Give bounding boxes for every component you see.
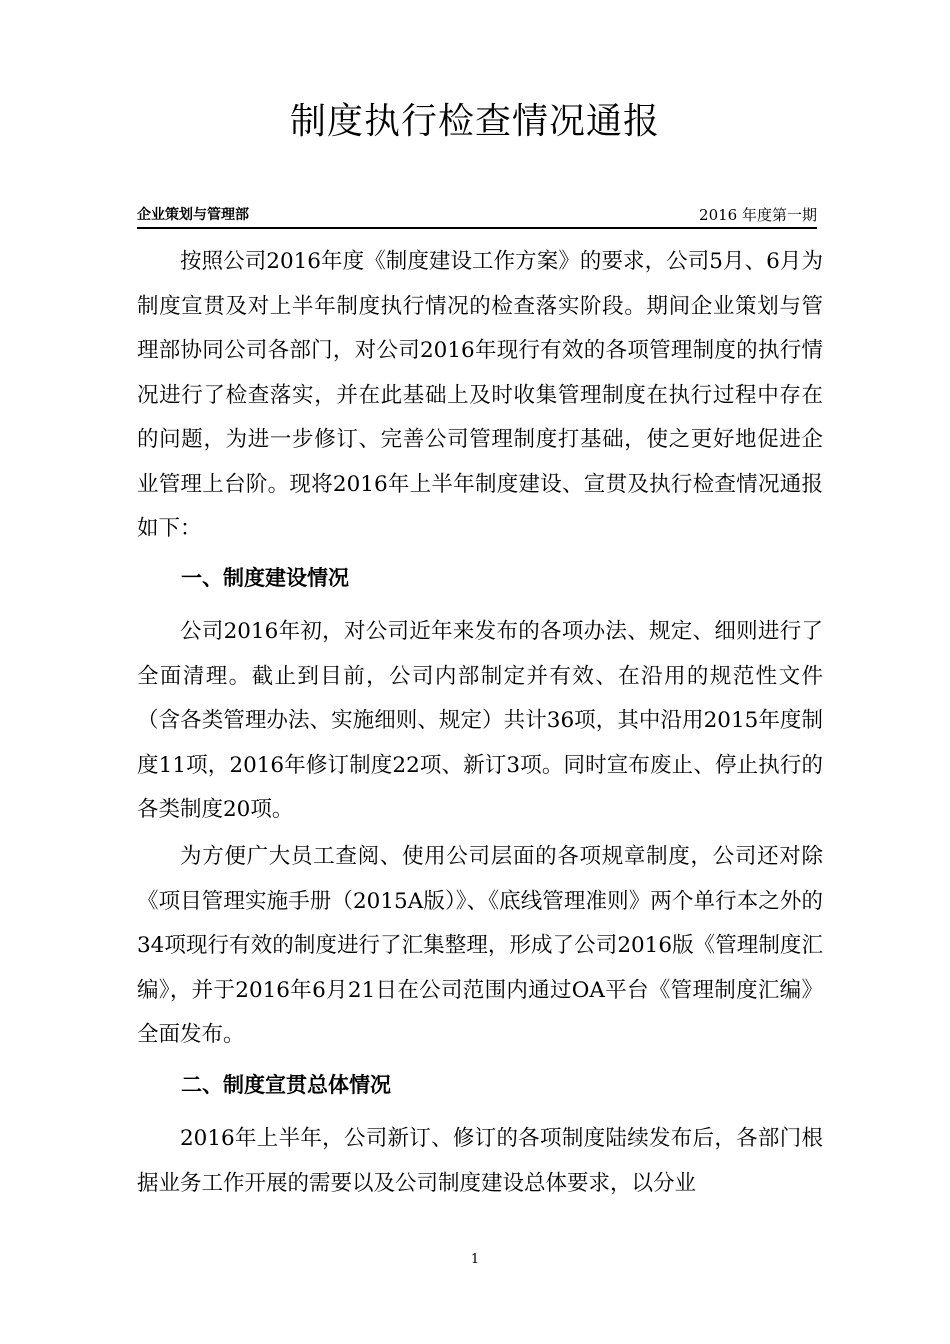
- document-meta-row: [137, 205, 817, 227]
- section-heading-2: 二、制度宣贯总体情况: [181, 1073, 391, 1097]
- issuing-department: 企业策划与管理部: [137, 207, 249, 223]
- paragraph-intro: 按照公司2016年度《制度建设工作方案》的要求，公司5月、6月为制度宣贯及对上半年制度执行情况的检查落实阶段。期间企业策划与管理部协同公司各部门，对公司2016年现行有效的各项管理制度的执行情况进行了检查落实，并在此基础上及时收集管理制度在执行过程中存在的问题，为进一步修订、完善公司管理制度打基础，使之更好地促进企业管理上台阶。现将2016年上半年制度建设、宣贯及执行检查情况通报如下：: [137, 249, 823, 541]
- paragraph-construction: 公司2016年初，对公司近年来发布的各项办法、规定、细则进行了全面清理。截止到目前，公司内部制定并有效、在沿用的规范性文件（含各类管理办法、实施细则、规定）共计36项，其中沿用2015年度制度11项，2016年修订制度22项、新订3项。同时宣布废止、停止执行的各类制度20项。: [137, 619, 823, 822]
- header-divider: [137, 227, 817, 229]
- page-number: 1: [470, 1252, 480, 1267]
- issue-number: 2016 年度第一期: [699, 206, 817, 224]
- paragraph-promotion: 2016年上半年，公司新订、修订的各项制度陆续发布后，各部门根据业务工作开展的需要以及公司制度建设总体要求，以分业: [137, 1126, 823, 1196]
- paragraph-compilation-block: [137, 835, 823, 1058]
- paragraph-construction-block: [137, 610, 823, 833]
- paragraph-intro-block: [137, 240, 823, 552]
- section-heading-2-block: [137, 1063, 823, 1107]
- paragraph-promotion-block: [137, 1117, 823, 1206]
- section-heading-1: 一、制度建设情况: [181, 566, 349, 590]
- paragraph-compilation: 为方便广大员工查阅、使用公司层面的各项规章制度，公司还对除《项目管理实施手册（2015A版）》、《底线管理准则》两个单行本之外的34项现行有效的制度进行了汇集整理，形成了公司2016版《管理制度汇编》，并于2016年6月21日在公司范围内通过OA平台《管理制度汇编》全面发布。: [137, 844, 823, 1047]
- section-heading-1-block: [137, 556, 823, 600]
- document-title: 制度执行检查情况通报: [289, 101, 660, 142]
